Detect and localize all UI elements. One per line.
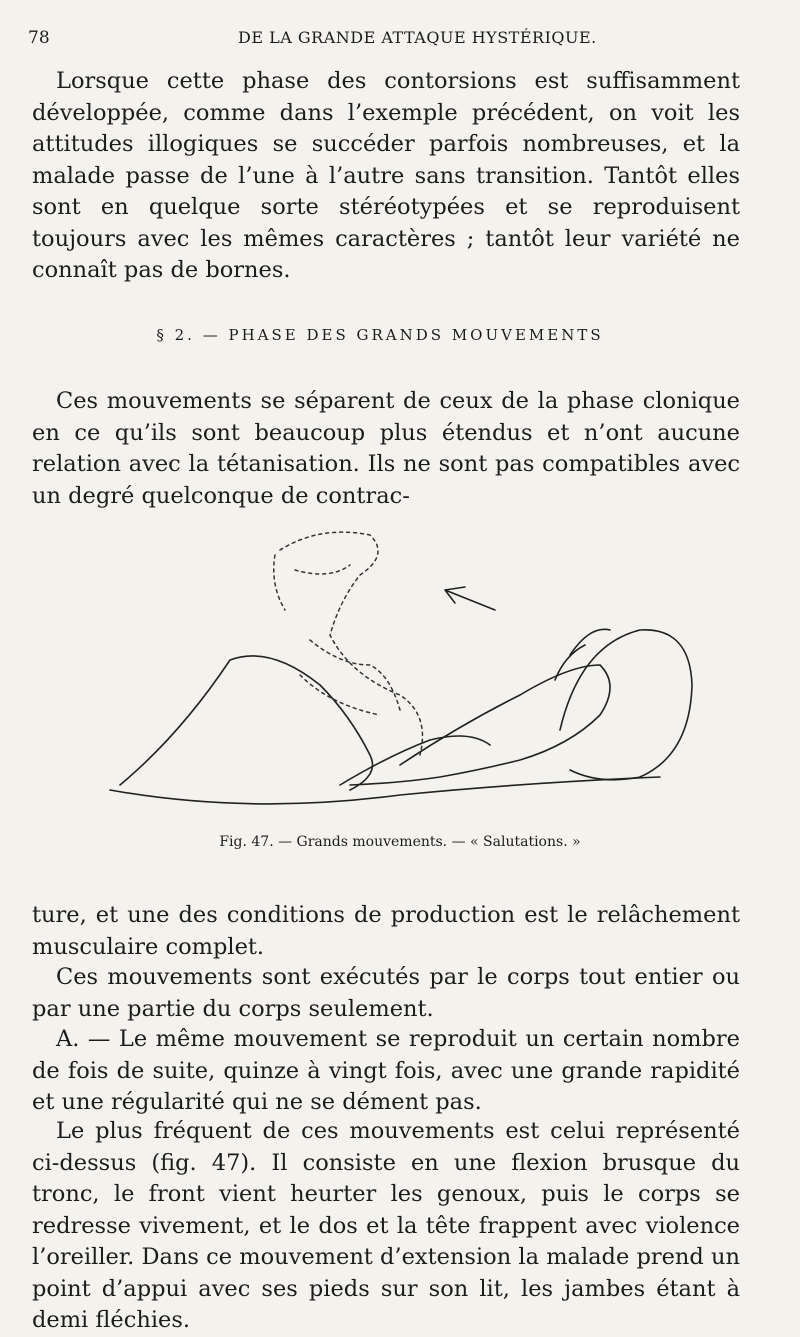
- dashed-raised-head: [274, 555, 350, 610]
- figure-caption: Fig. 47. — Grands mouvements. — « Salutations. »: [219, 834, 581, 850]
- paragraph-corps-entier: Ces mouvements sont exécutés par le corps tout entier ou par une partie du corps seulement.: [32, 964, 740, 1022]
- pillow-outline: [560, 630, 692, 780]
- running-head: DE LA GRANDE ATTAQUE HYSTÉRIQUE.: [238, 28, 597, 47]
- dashed-raised-arms: [300, 640, 400, 715]
- motion-arrow: [445, 587, 495, 610]
- arm-line: [340, 736, 490, 785]
- page-number: 78: [28, 28, 50, 48]
- paragraph-a-repetition: A. — Le même mouvement se reproduit un certain nombre de fois de suite, quinze à vingt fois, avec une grande rapidité et une régularité qui ne se dément pas.: [32, 1026, 740, 1115]
- section-title: § 2. — PHASE DES GRANDS MOUVEMENTS: [156, 326, 604, 344]
- bent-legs: [120, 656, 373, 790]
- paragraph-mouvements-intro: Ces mouvements se séparent de ceux de la phase clonique en ce qu’ils sont beaucoup plus étendus et n’ont aucune relation avec la tétanisation. Ils ne sont pas compatibles avec un degré quelconque de contrac-: [32, 388, 740, 509]
- paragraph-contorsions: Lorsque cette phase des contorsions est suffisamment développée, comme dans l’exemple précédent, on voit les attitudes illogiques se succéder parfois nombreuses, et la malade passe de l’une à l’autre sans transition. Tantôt elles sont en quelque sorte stéréotypées et se reproduisent toujours avec les mêmes caractères ; tantôt leur variété ne connaît pas de bornes.: [32, 68, 740, 283]
- paragraph-contracture: ture, et une des conditions de production est le relâchement musculaire complet.: [32, 902, 740, 960]
- figure-47-illustration: [100, 515, 700, 820]
- paragraph-flexion: Le plus fréquent de ces mouvements est celui représenté ci-dessus (fig. 47). Il consiste en une flexion brusque du tronc, le front vient heurter les genoux, puis le corps se redresse vivement, et le dos et la tête frappent avec violence l’oreiller. Dans ce mouvement d’extension la malade prend un point d’appui avec ses pieds sur son lit, les jambes étant à demi fléchies.: [32, 1118, 740, 1333]
- bed-line: [110, 777, 660, 804]
- page-header: [28, 24, 760, 54]
